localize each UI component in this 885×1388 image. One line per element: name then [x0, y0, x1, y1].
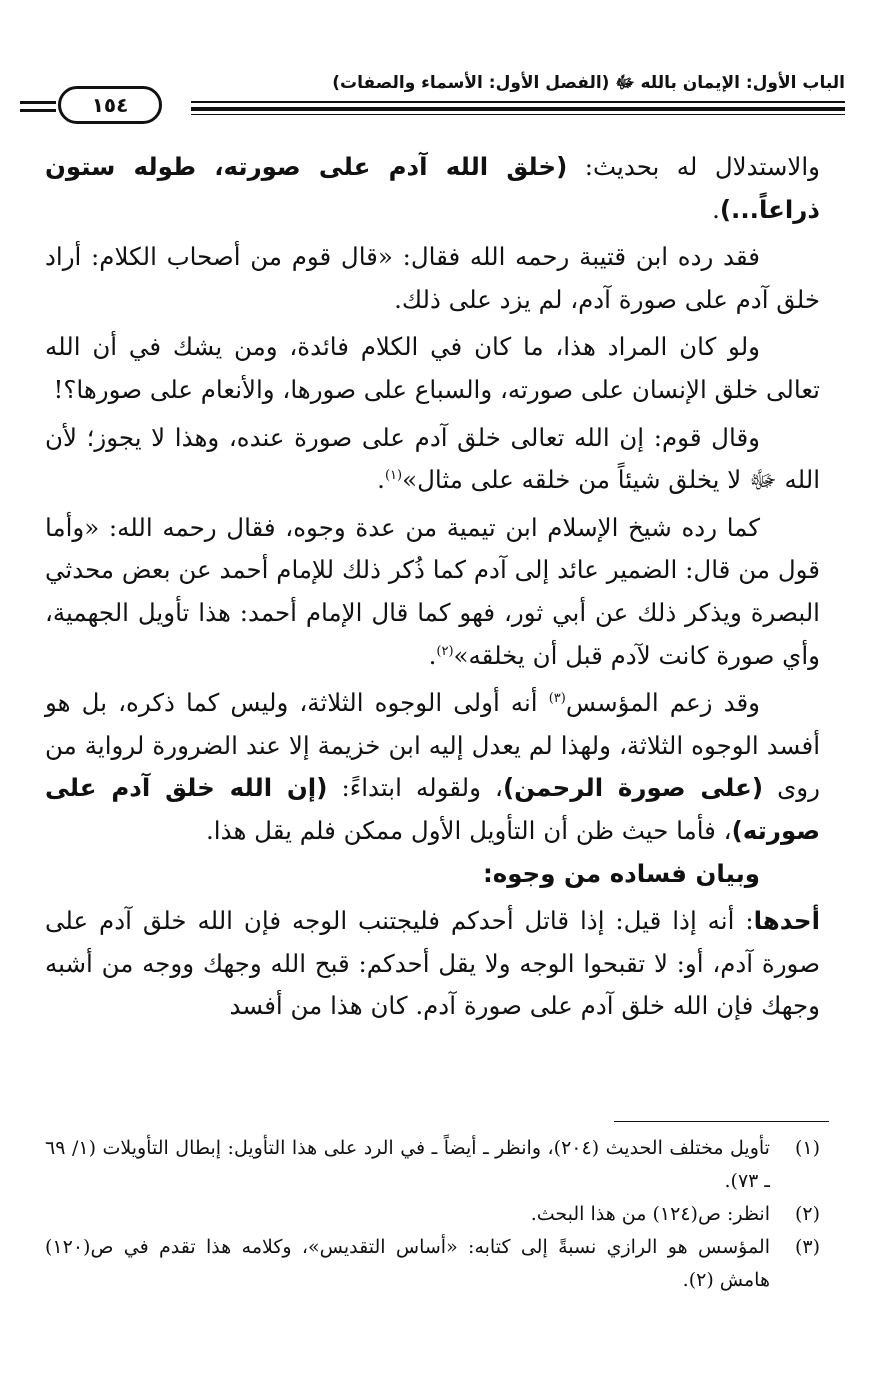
footnote-text: انظر: ص(١٢٤) من هذا البحث. — [530, 1203, 770, 1225]
running-header — [20, 64, 845, 124]
paragraph-1: والاستدلال له بحديث: (خلق الله آدم على صورته، طوله ستون ذراعاً...). — [45, 152, 820, 224]
section-heading: وبيان فساده من وجوه: — [482, 858, 760, 888]
footnote-1 — [45, 1132, 820, 1198]
main-text — [45, 146, 820, 1028]
hadith-quote: (على صورة الرحمن) — [502, 773, 764, 803]
footnote-number: (١) — [794, 1137, 820, 1159]
footnote-3 — [45, 1231, 820, 1297]
point-label: أحدها — [753, 906, 820, 936]
footnote-ref-3[interactable]: (٣) — [548, 690, 566, 706]
paragraph-5: كما رده شيخ الإسلام ابن تيمية من عدة وجوه، فقال رحمه الله: «وأما قول من قال: الضمير عائد إلى آدم كما ذُكر ذلك للإمام أحمد عن بعض محدثي البصرة ويذكر ذلك عن أبي ثور، فهو كما قال الإمام أحمد: هذا تأويل الجهمية، وأي صورة كانت لآدم قبل أن يخلقه»$^{(٢)}$. — [45, 512, 820, 670]
hadith-quote: (خلق الله آدم على صورته، طوله ستون ذراعاً...) — [45, 152, 820, 224]
footnote-separator — [614, 1121, 829, 1122]
paragraph-2: فقد رده ابن قتيبة رحمه الله فقال: «قال قوم من أصحاب الكلام: أراد خلق آدم على صورة آدم، لم يزد على ذلك. — [45, 242, 820, 314]
footnote-ref-1[interactable]: (١) — [384, 468, 403, 483]
page-number: ١٥٤ — [58, 86, 162, 124]
chapter-title: الباب الأول: الإيمان بالله ﷻ (الفصل الأول: الأسماء والصفات) — [332, 73, 845, 93]
paragraph-4: وقال قوم: إن الله تعالى خلق آدم على صورة عنده، وهذا لا يجوز؛ لأن الله ﷻ لا يخلق شيئاً من خلقه على مثال»$^{(١)}$. — [45, 422, 820, 495]
page-number-ornament — [20, 101, 56, 115]
paragraph-3: ولو كان المراد هذا، ما كان في الكلام فائدة، ومن يشك في أن الله تعالى خلق الإنسان على صورته، والسباع على صورها، والأنعام على صورها؟! — [45, 332, 820, 404]
footnote-ref-2[interactable]: (٢) — [436, 643, 454, 659]
footnotes — [45, 1132, 820, 1297]
paragraph-8: أحدها: أنه إذا قيل: إذا قاتل أحدكم فليجتنب الوجه فإن الله خلق آدم على صورة آدم، أو: لا تقبحوا الوجه ولا يقل أحدكم: قبح الله وجهك ووجه من أشبه وجهك فإن الله خلق آدم على صورة آدم. كان هذا من أفسد — [45, 906, 820, 1021]
header-rule-thick — [191, 107, 845, 111]
header-rule — [191, 101, 845, 103]
footnote-number: (٢) — [794, 1203, 820, 1225]
footnote-2 — [45, 1198, 820, 1231]
footnote-number: (٣) — [794, 1236, 820, 1258]
footnote-text: تأويل مختلف الحديث (٢٠٤)، وانظر ـ أيضاً ـ في الرد على هذا التأويل: إبطال التأويلات (١/ ٦٩ ـ ٧٣). — [45, 1137, 770, 1192]
header-rule-thin — [191, 114, 845, 115]
hadith-quote: (إن الله خلق آدم على صورته) — [45, 773, 820, 845]
paragraph-6: وقد زعم المؤسس$^{(٣)}$ أنه أولى الوجوه الثلاثة، وليس كما ذكره، بل هو أفسد الوجوه الثلاثة، ولهذا لم يعدل إليه ابن خزيمة إلا عند الضرورة لرواية من روى (على صورة الرحمن)، ولقوله ابتداءً: (إن الله خلق آدم على صورته)، فأما حيث ظن أن التأويل الأول ممكن فلم يقل هذا. — [45, 688, 820, 845]
footnote-text: المؤسس هو الرازي نسبةً إلى كتابه: «أساس التقديس»، وكلامه هذا تقدم في ص(١٢٠) هامش (٢). — [45, 1236, 770, 1291]
